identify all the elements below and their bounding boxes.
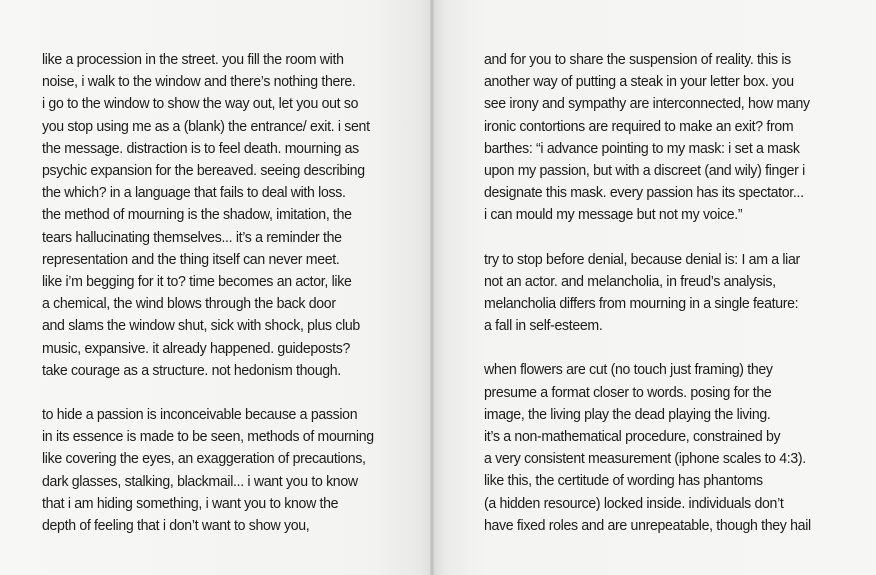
- text-line: ironic contortions are required to make an exit? from: [484, 117, 794, 135]
- paragraph: [484, 49, 811, 227]
- text-line: depth of feeling that i don’t want to show you,: [42, 517, 310, 535]
- text-line: another way of putting a steak in your letter box. you: [484, 73, 794, 91]
- text-line: not an actor. and melancholia, in freud’s analysis,: [484, 272, 776, 290]
- paragraph-gap: [484, 227, 811, 249]
- text-line: like this, the certitude of wording has phantoms: [484, 472, 763, 490]
- text-line: designate this mask. every passion has its spectator...: [484, 184, 804, 202]
- text-line: take courage as a structure. not hedonism though.: [42, 361, 341, 379]
- text-line: you stop using me as a (blank) the entrance/ exit. i sent: [42, 117, 370, 135]
- text-line: in its essence is made to be seen, methods of mourning: [42, 428, 374, 446]
- text-line: noise, i walk to the window and there’s nothing there.: [42, 73, 356, 91]
- paragraph: [484, 249, 811, 338]
- text-line: i can mould my message but not my voice.”: [484, 206, 743, 224]
- text-line: upon my passion, but with a discreet (and wily) finger i: [484, 162, 805, 180]
- text-line: a fall in self-esteem.: [484, 317, 603, 335]
- text-line: like i’m begging for it to? time becomes an actor, like: [42, 273, 352, 291]
- text-line: a chemical, the wind blows through the back door: [42, 295, 336, 313]
- text-line: a very consistent measurement (iphone scales to 4:3).: [484, 450, 806, 468]
- text-line: tears hallucinating themselves... it’s a reminder the: [42, 228, 342, 246]
- paragraph-gap: [42, 382, 374, 404]
- text-line: image, the living play the dead playing the living.: [484, 405, 771, 423]
- right-page-text: [484, 49, 811, 537]
- left-page-text: [42, 49, 374, 537]
- paragraph: [42, 404, 374, 537]
- text-line: melancholia differs from mourning in a single feature:: [484, 295, 799, 313]
- text-line: and for you to share the suspension of reality. this is: [484, 51, 791, 68]
- text-line: like a procession in the street. you fill the room with: [42, 51, 344, 68]
- text-line: representation and the thing itself can never meet.: [42, 250, 340, 268]
- paragraph: [42, 49, 374, 382]
- text-line: when flowers are cut (no touch just framing) they: [484, 361, 773, 379]
- text-line: the which? in a language that fails to deal with loss.: [42, 184, 346, 202]
- text-line: and slams the window shut, sick with shock, plus club: [42, 317, 360, 335]
- text-line: that i am hiding something, i want you to know the: [42, 494, 339, 512]
- text-line: to hide a passion is inconceivable because a passion: [42, 406, 358, 424]
- text-line: try to stop before denial, because denial is: I am a liar: [484, 250, 800, 268]
- text-line: like covering the eyes, an exaggeration of precautions,: [42, 450, 366, 468]
- text-line: (a hidden resource) locked inside. individuals don’t: [484, 494, 784, 512]
- text-line: see irony and sympathy are interconnected, how many: [484, 95, 810, 113]
- book-gutter: [430, 0, 434, 575]
- text-line: presume a format closer to words. posing for the: [484, 383, 772, 401]
- text-line: have fixed roles and are unrepeatable, though they hail: [484, 516, 811, 534]
- text-line: it’s a non-mathematical procedure, constrained by: [484, 428, 781, 446]
- text-line: i go to the window to show the way out, let you out so: [42, 95, 359, 113]
- text-line: dark glasses, stalking, blackmail... i want you to know: [42, 472, 358, 490]
- paragraph-gap: [484, 337, 811, 359]
- text-line: the method of mourning is the shadow, imitation, the: [42, 206, 352, 224]
- text-line: the message. distraction is to feel death. mourning as: [42, 139, 359, 157]
- text-line: music, expansive. it already happened. guideposts?: [42, 339, 351, 357]
- text-line: psychic expansion for the bereaved. seeing describing: [42, 162, 365, 180]
- paragraph: [484, 359, 811, 537]
- text-line: barthes: “i advance pointing to my mask: i set a mask: [484, 139, 800, 157]
